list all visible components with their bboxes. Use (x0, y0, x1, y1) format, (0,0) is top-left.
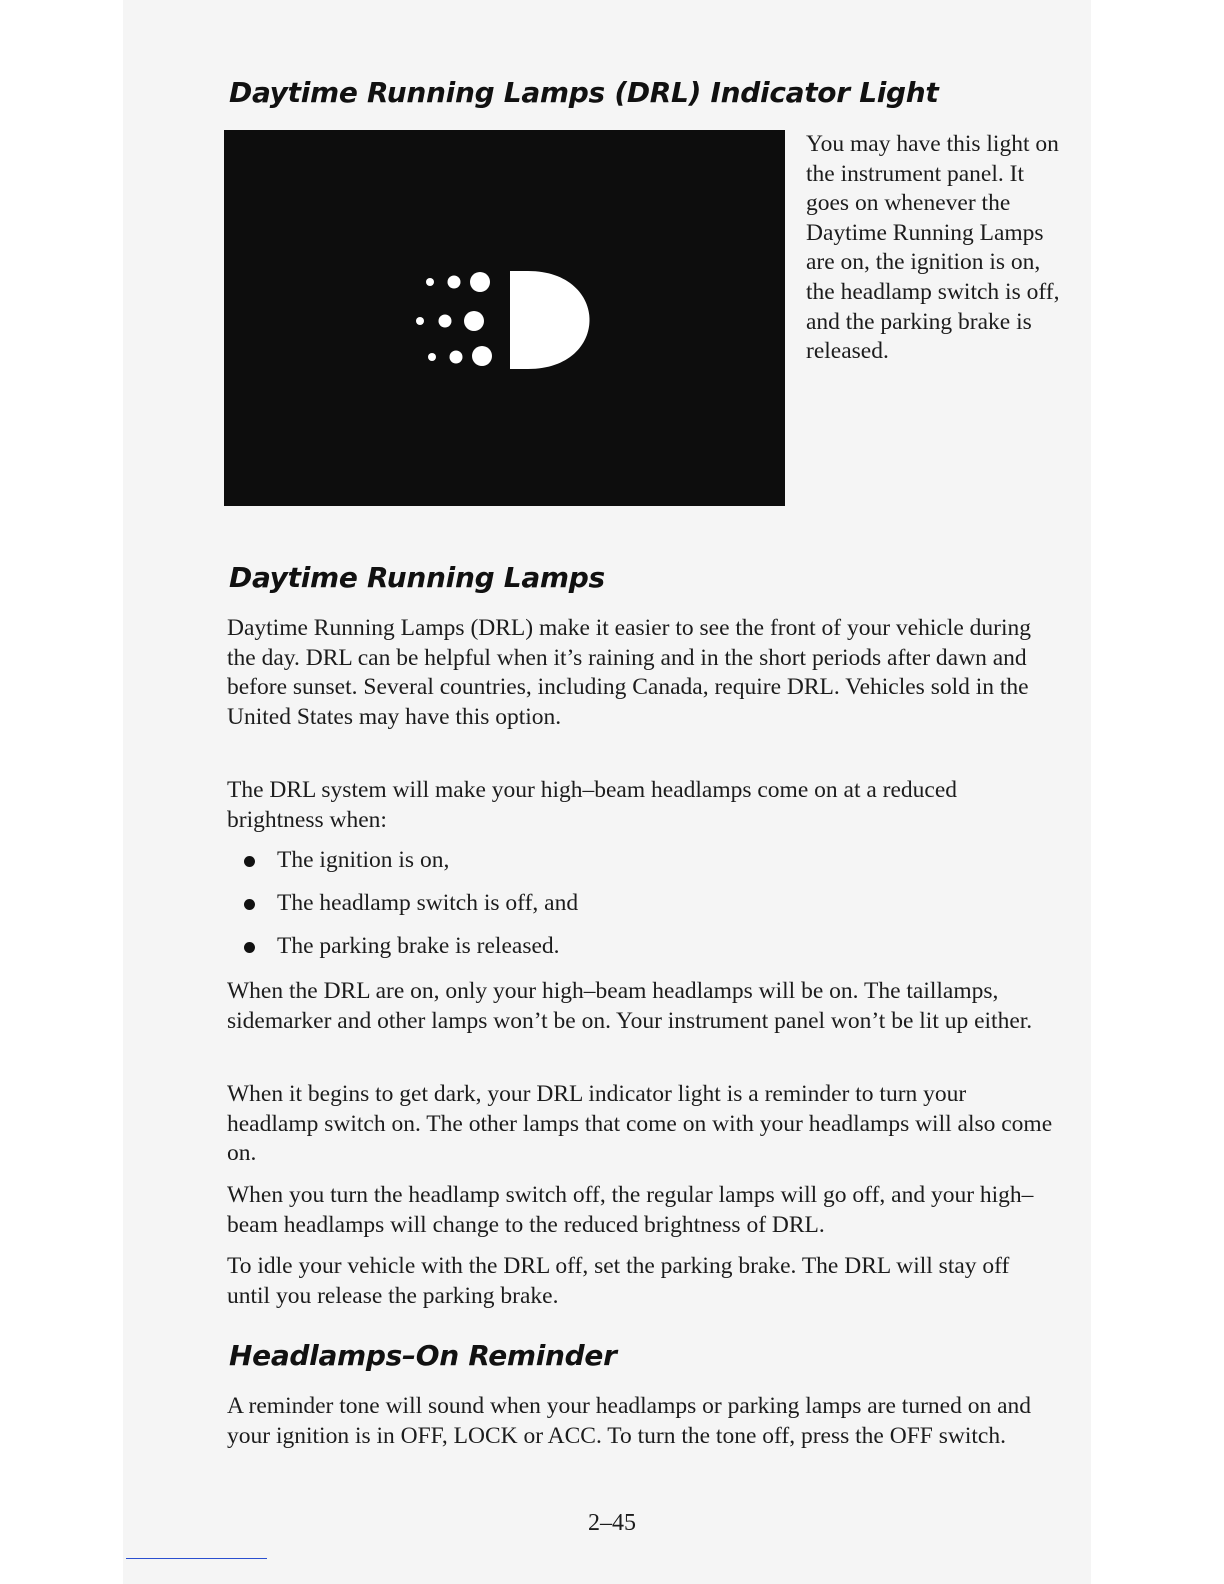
heading-drl-indicator-light: Daytime Running Lamps (DRL) Indicator Light (229, 76, 939, 109)
drl-system-paragraph: The DRL system will make your high–beam headlamps come on at a reduced brightness when: (227, 777, 958, 833)
drl-intro-paragraph: Daytime Running Lamps (DRL) make it easier to see the front of your vehicle during the day. DRL can be helpful when it’s raining and in the short periods after dawn and before sunset. Several countries, including Canada, require DRL. Vehicles sold in the United States may have this option. (227, 615, 1032, 730)
bullet-icon (244, 899, 255, 910)
indicator-description: You may have this light on the instrument panel. It goes on whenever the Daytime Running Lamps are on, the ignition is on, the headlamp switch is off, and the parking brake is released. (806, 131, 1060, 365)
drl-switch-off-paragraph: When you turn the headlamp switch off, the regular lamps will go off, and your high–beam headlamps will change to the reduced brightness of DRL. (227, 1182, 1034, 1238)
drl-indicator-figure (224, 130, 785, 506)
list-item: The parking brake is released. (227, 932, 578, 975)
heading-headlamps-on-reminder: Headlamps–On Reminder (229, 1339, 617, 1372)
drl-indicator-lamp-icon (224, 130, 785, 506)
drl-dark-paragraph: When it begins to get dark, your DRL indicator light is a reminder to turn your headlamp switch on. The other lamps that come on with your headlamps will also come on. (227, 1081, 1053, 1167)
reminder-paragraph: A reminder tone will sound when your headlamps or parking lamps are turned on and your ignition is in OFF, LOCK or ACC. To turn the tone off, press the OFF switch. (227, 1393, 1032, 1449)
bullet-icon (244, 942, 255, 953)
list-item: The headlamp switch is off, and (227, 889, 578, 932)
bullet-icon (244, 856, 255, 867)
list-item: The ignition is on, (227, 846, 578, 889)
page-number: 2–45 (588, 1510, 636, 1536)
drl-conditions-list (227, 846, 578, 975)
drl-idle-paragraph: To idle your vehicle with the DRL off, set the parking brake. The DRL will stay off until you release the parking brake. (227, 1253, 1010, 1309)
drl-when-on-paragraph: When the DRL are on, only your high–beam headlamps will be on. The taillamps, sidemarker and other lamps won’t be on. Your instrument panel won’t be lit up either. (227, 978, 1033, 1034)
page-corner-line (126, 1558, 267, 1559)
lamp-dome-shape (510, 271, 590, 369)
heading-daytime-running-lamps: Daytime Running Lamps (229, 561, 605, 594)
